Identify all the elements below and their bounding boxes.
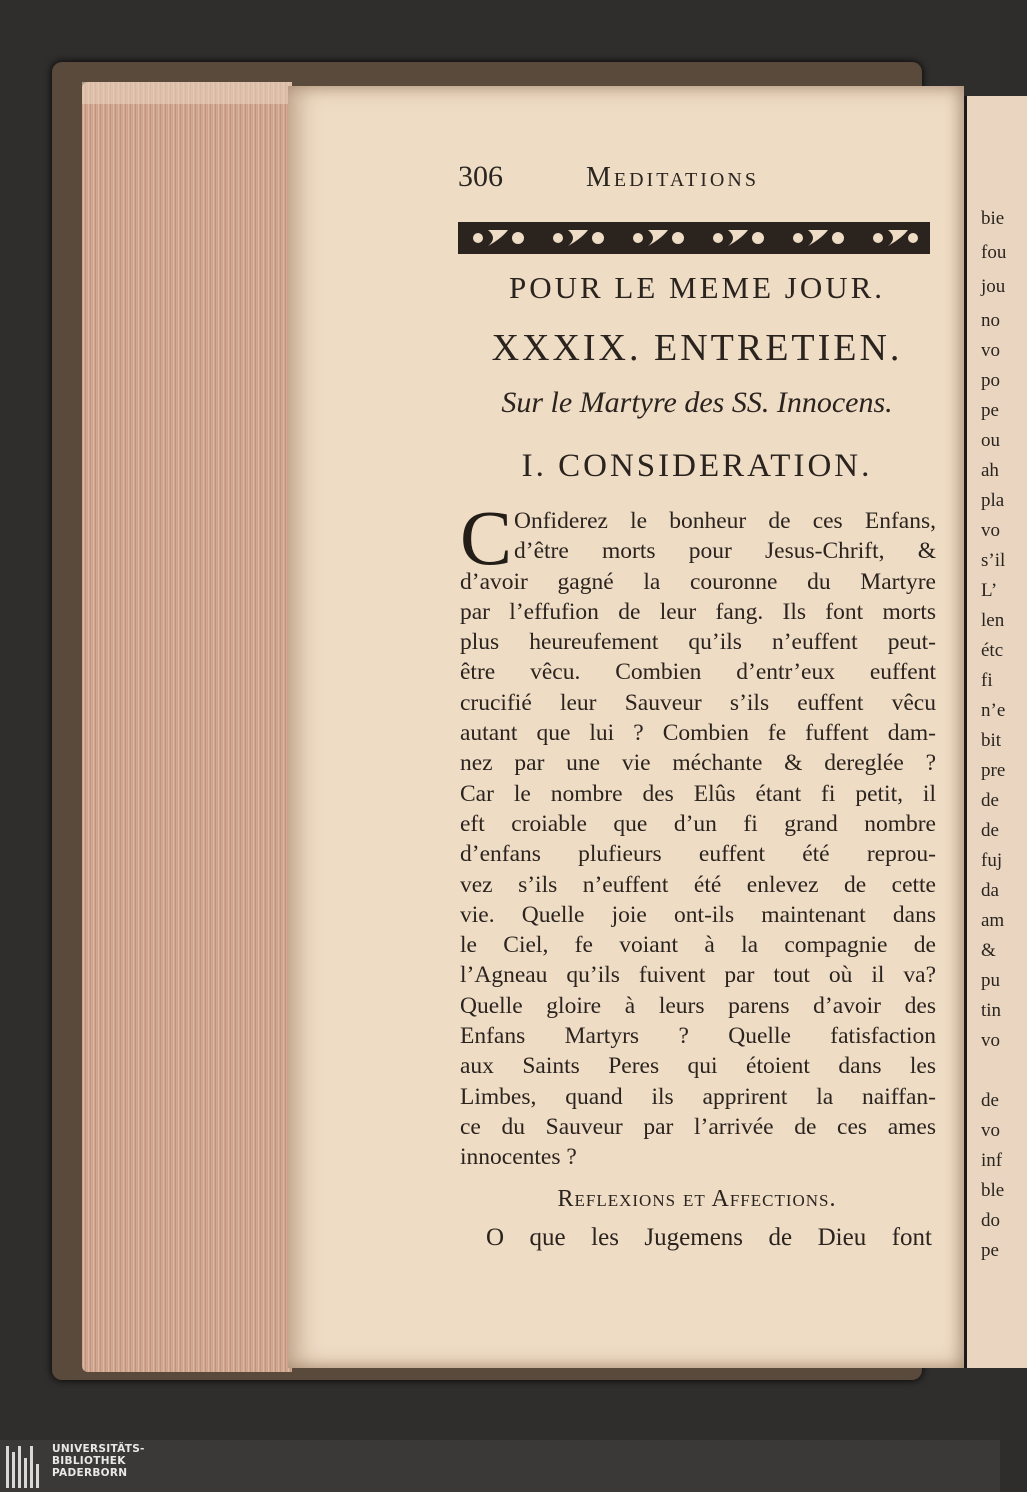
facing-page-fragment: & <box>981 940 996 961</box>
facing-page-fragment: bit <box>981 730 1002 751</box>
text-line: plus heureufement qu’ils n’euffent peut- <box>460 629 936 656</box>
text-line: par l’effufion de leur fang. Ils font morts <box>460 598 936 625</box>
page-fore-edge-highlight <box>82 82 292 104</box>
drop-cap: C <box>460 494 513 581</box>
facing-page-fragment: da <box>981 880 999 901</box>
text-line: vie. Quelle joie ont-ils maintenant dans <box>460 901 936 928</box>
facing-page-fragment: étc <box>981 640 1004 661</box>
facing-page-fragment: ah <box>981 460 999 481</box>
facing-page-fragment: ou <box>981 430 1000 451</box>
page-fore-edge <box>82 82 292 1372</box>
library-logo-icon <box>6 1446 46 1488</box>
text-line: le Ciel, fe voiant à la compagnie de <box>460 932 936 959</box>
facing-page-fragment: len <box>981 610 1005 631</box>
facing-page-fragment: vo <box>981 340 1000 361</box>
facing-page-fragment: no <box>981 310 1000 331</box>
facing-page-fragment: tin <box>981 1000 1002 1021</box>
text-line: crucifié leur Sauveur s’ils euffent vêcu <box>460 689 936 716</box>
facing-page-fragment: vo <box>981 1030 1000 1051</box>
text-line: Quelle gloire à leurs parens d’avoir des <box>460 992 936 1019</box>
library-name <box>52 1443 145 1479</box>
reflexions-first-line: O que les Jugemens de Dieu font <box>486 1224 932 1251</box>
text-line: Limbes, quand ils apprirent la naiffan- <box>460 1083 936 1110</box>
text-line: l’Agneau qu’ils fuivent par tout où il va? <box>460 962 936 989</box>
facing-page-fragment: fi <box>981 670 993 691</box>
facing-page-fragment: de <box>981 820 999 841</box>
text-line: Car le nombre des Elûs étant fi petit, il <box>460 780 936 807</box>
facing-page <box>964 96 1027 1368</box>
library-line: BIBLIOTHEK <box>52 1455 126 1467</box>
facing-page-fragment: vo <box>981 1120 1000 1141</box>
text-line: vez s’ils n’euffent été enlevez de cette <box>460 871 936 898</box>
text-line: nez par une vie méchante & dereglée ? <box>460 750 936 777</box>
facing-page-fragment: de <box>981 790 999 811</box>
text-line: autant que lui ? Combien fe fuffent dam- <box>460 720 936 747</box>
heading-day: POUR LE MEME JOUR. <box>508 270 886 305</box>
text-line: Onfiderez le bonheur de ces Enfans, <box>514 508 936 534</box>
reflexions-heading: Reflexions et Affections. <box>557 1186 837 1212</box>
ornament-band <box>458 218 930 258</box>
facing-page-fragment: pla <box>981 490 1005 511</box>
running-title: Meditations <box>586 162 759 193</box>
facing-page-fragment: do <box>981 1210 1000 1231</box>
text-line: être vêcu. Combien d’entr’eux euffent <box>460 659 936 686</box>
facing-page-fragment: s’il <box>981 550 1006 571</box>
library-line: PADERBORN <box>52 1467 128 1479</box>
facing-page-fragment: fuj <box>981 850 1003 871</box>
text-line: d’enfans plufieurs euffent été reprou- <box>460 841 936 868</box>
text-line: aux Saints Peres qui étoient dans les <box>460 1053 936 1080</box>
heading-subject: Sur le Martyre des SS. Innocens. <box>501 386 893 419</box>
facing-page-fragment: inf <box>981 1150 1003 1171</box>
body-text <box>460 494 936 1173</box>
facing-page-fragment: vo <box>981 520 1000 541</box>
heading-entretien: XXXIX. ENTRETIEN. <box>491 327 903 369</box>
facing-page-fragment: pu <box>981 970 1000 991</box>
text-line: d’avoir gagné la couronne du Martyre <box>460 568 936 595</box>
facing-page-fragment: pe <box>981 400 999 421</box>
text-line: ce du Sauveur par l’arrivée de ces ames <box>460 1113 936 1140</box>
facing-page-fragment: n’e <box>981 700 1006 721</box>
facing-page-fragment: jou <box>981 276 1006 297</box>
heading-consideration: I. CONSIDERATION. <box>521 448 873 484</box>
facing-page-fragment: po <box>981 370 1000 391</box>
text-line: innocentes ? <box>460 1144 577 1171</box>
facing-page-fragment: pe <box>981 1240 999 1261</box>
text-line: Enfans Martyrs ? Quelle fatisfaction <box>460 1023 936 1050</box>
facing-page-fragment: am <box>981 910 1005 931</box>
library-line: UNIVERSITÄTS- <box>52 1443 145 1455</box>
facing-page-fragment: L’ <box>981 580 998 601</box>
facing-page-fragment: ble <box>981 1180 1005 1201</box>
running-head <box>458 160 938 200</box>
facing-page-fragment: fou <box>981 242 1007 263</box>
text-line: eft croiable que d’un fi grand nombre <box>460 810 936 837</box>
facing-page-fragment: pre <box>981 760 1006 781</box>
facing-page-fragment: bie <box>981 208 1005 229</box>
page-number: 306 <box>458 160 503 193</box>
footer-bar <box>0 1440 1000 1492</box>
text-line: d’être morts pour Jesus-Chrift, & <box>514 538 936 565</box>
facing-page-fragment: de <box>981 1090 999 1111</box>
